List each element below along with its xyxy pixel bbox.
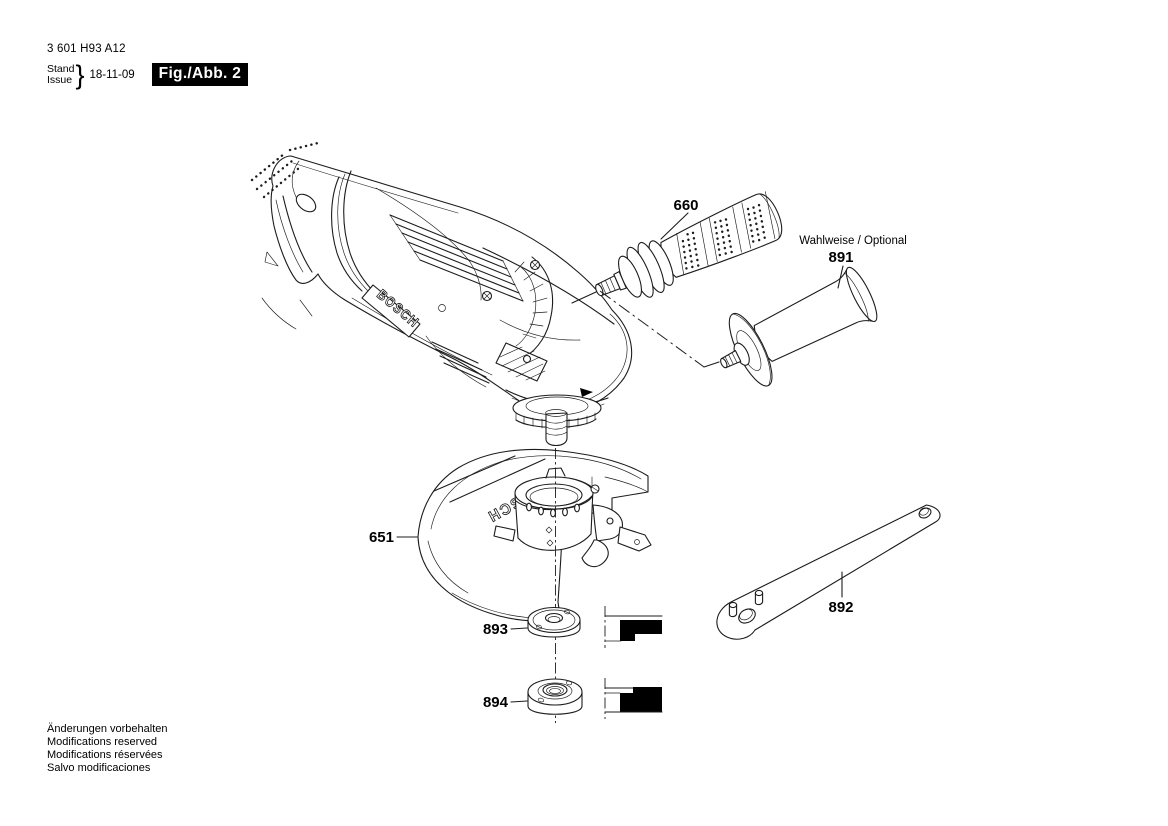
- disclaimer-line-de: Änderungen vorbehalten: [47, 723, 168, 735]
- clamping-nut-894: [528, 679, 582, 714]
- spindle: [513, 395, 601, 446]
- pin-wrench-892: [717, 505, 940, 639]
- section-profile-894: [605, 678, 662, 719]
- backing-flange-893: [528, 608, 580, 638]
- callout-891-label: 891: [828, 249, 854, 266]
- optional-handle-891: [704, 255, 887, 400]
- handle-axis-line: [704, 362, 719, 367]
- wrench-pin-2: [755, 590, 762, 604]
- head-screw-2: [483, 292, 492, 301]
- wrench-pin: [729, 602, 736, 616]
- callout-651-label: 651: [368, 529, 394, 546]
- part-number: 3 601 H93 A12: [47, 43, 126, 55]
- callout-651: [369, 529, 417, 546]
- callout-893: [483, 621, 527, 638]
- bosch-logo-guard: BOSCH: [481, 480, 547, 527]
- head-screw: [531, 261, 540, 270]
- disclaimer-line-fr: Modifications réservées: [47, 749, 163, 761]
- optional-note: Wahlweise / Optional: [799, 235, 907, 247]
- grinder-body: [252, 142, 632, 446]
- figure-label: Fig./Abb. 2: [152, 63, 249, 86]
- disclaimer-line-en: Modifications reserved: [47, 736, 158, 748]
- disclaimer-line-es: Salvo modificaciones: [47, 762, 151, 774]
- issue-date: 18-11-09: [89, 68, 135, 81]
- stand-label: Stand: [47, 63, 75, 75]
- callout-660-label: 660: [673, 197, 699, 214]
- callout-894: [483, 694, 527, 711]
- grinder-outline: [271, 156, 631, 413]
- callout-893-label: 893: [482, 621, 508, 638]
- issue-label: Issue: [47, 73, 73, 86]
- bosch-logo-body: BOSCH: [374, 286, 429, 336]
- callout-892-label: 892: [828, 599, 854, 616]
- disclaimer-block: [47, 723, 167, 775]
- wheel-guard-651: [418, 449, 651, 621]
- section-profile-893: [605, 606, 662, 648]
- callout-894-label: 894: [482, 694, 508, 711]
- brace-glyph: }: [75, 59, 85, 90]
